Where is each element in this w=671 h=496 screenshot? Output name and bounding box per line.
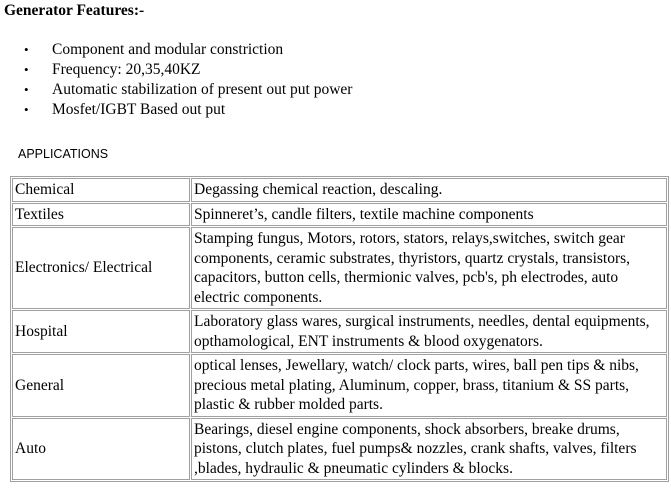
feature-text: Frequency: 20,35,40KZ xyxy=(52,61,201,78)
table-row xyxy=(12,203,667,227)
applications-table xyxy=(10,176,669,482)
feature-text: Mosfet/IGBT Based out put xyxy=(52,101,226,118)
description-cell: Stamping fungus, Motors, rotors, stators, relays,switches, switch gear components, ceramic substrates, thyristors, quartz crystals, transistors, capacitors, button cells, thermionic valves, pcb's, ph electrodes, auto electric components. xyxy=(191,227,667,309)
list-item xyxy=(0,100,352,120)
category-cell: Hospital xyxy=(12,310,190,353)
description-cell: Laboratory glass wares, surgical instruments, needles, dental equipments, opthamological, ENT instruments & blood oxygenators. xyxy=(191,310,667,353)
table-row xyxy=(12,310,667,353)
list-item xyxy=(0,80,352,100)
bullet-icon: • xyxy=(24,42,29,57)
table-row xyxy=(12,354,667,417)
category-cell: Textiles xyxy=(12,203,190,227)
category-cell: General xyxy=(12,354,190,417)
bullet-icon: • xyxy=(24,62,29,77)
bullet-icon: • xyxy=(24,82,29,97)
bullet-icon: • xyxy=(24,102,29,117)
category-cell: Auto xyxy=(12,418,190,481)
description-cell: Bearings, diesel engine components, shock absorbers, breake drums, pistons, clutch plates, fuel pumps& nozzles, crank shafts, valves, filters ,blades, hydraulic & pneumatic cylinders & blocks. xyxy=(191,418,667,481)
category-cell: Chemical xyxy=(12,178,190,202)
table-row xyxy=(12,178,667,202)
list-item xyxy=(0,40,352,60)
features-list xyxy=(0,40,352,120)
table-row xyxy=(12,227,667,309)
feature-text: Component and modular constriction xyxy=(52,41,284,58)
description-cell: Degassing chemical reaction, descaling. xyxy=(191,178,667,202)
list-item xyxy=(0,60,352,80)
applications-label: APPLICATIONS xyxy=(18,147,109,161)
feature-text: Automatic stabilization of present out put power xyxy=(52,81,353,98)
category-cell: Electronics/ Electrical xyxy=(12,227,190,309)
description-cell: Spinneret’s, candle filters, textile machine components xyxy=(191,203,667,227)
description-cell: optical lenses, Jewellary, watch/ clock parts, wires, ball pen tips & nibs, precious metal plating, Aluminum, copper, brass, titanium & SS parts, plastic & rubber molded parts. xyxy=(191,354,667,417)
page-heading: Generator Features:- xyxy=(4,2,145,19)
table-row xyxy=(12,418,667,481)
